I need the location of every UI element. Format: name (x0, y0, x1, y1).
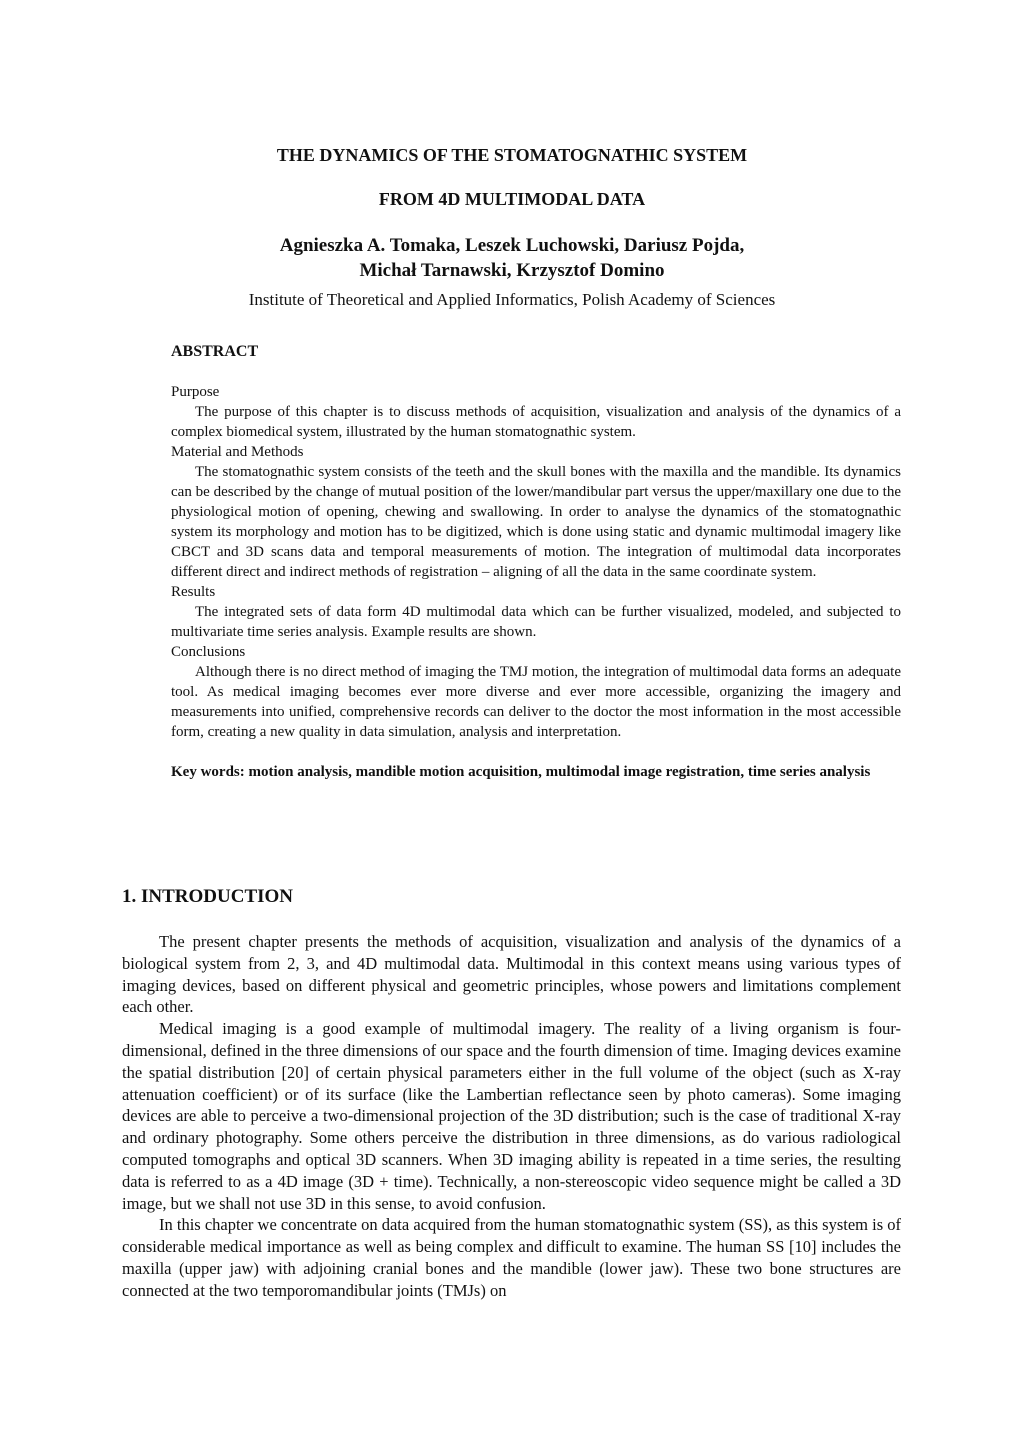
abstract-text-results: The integrated sets of data form 4D multimodal data which can be further visualized, modeled, and subjected to multivariate time series analysis. Example results are shown. (171, 604, 901, 640)
abstract-heading: ABSTRACT (171, 343, 259, 360)
author-line-1: Agnieszka A. Tomaka, Leszek Luchowski, Dariusz Pojda, (279, 235, 745, 256)
body-paragraph: In this chapter we concentrate on data acquired from the human stomatognathic system (SS), as this system is of considerable medical importance as well as being complex and difficult to examine. The human SS [10] includes the maxilla (upper jaw) with adjoining cranial bones and the mandible (lower jaw). These two bone structures are connected at the two temporomandibular joints (TMJs) on (122, 1215, 901, 1300)
introduction-body (122, 931, 901, 1302)
affiliation: Institute of Theoretical and Applied Informatics, Polish Academy of Sciences (248, 290, 776, 309)
author-line-2: Michał Tarnawski, Krzysztof Domino (359, 260, 665, 281)
section-heading-introduction: 1. INTRODUCTION (122, 886, 294, 907)
abstract-label-purpose: Purpose (171, 384, 220, 400)
keywords: Key words: motion analysis, mandible motion acquisition, multimodal image registration, time series analysis (171, 764, 871, 780)
body-paragraph: Medical imaging is a good example of multimodal imagery. The reality of a living organism is four-dimensional, defined in the three dimensions of our space and the fourth dimension of time. Imaging devices examine the spatial distribution [20] of certain physical parameters either in the full volume of the object (such as X-ray attenuation coefficient) or of its surface (like the Lambertian reflectance seen by photo cameras). Some imaging devices are able to perceive a two-dimensional projection of the 3D distribution; such is the case of traditional X-ray and ordinary photography. Some others perceive the distribution in three dimensions, as do various radiological computed tomographs and optical 3D scanners. When 3D imaging ability is repeated in a time series, the resulting data is referred to as a 4D image (3D + time). Technically, a non-stereoscopic video sequence might be called a 3D image, but we shall not use 3D in this sense, to avoid confusion. (122, 1019, 901, 1213)
abstract-label-results: Results (171, 584, 216, 600)
paper-title-line-1: THE DYNAMICS OF THE STOMATOGNATHIC SYSTEM (276, 145, 748, 165)
paper-title-line-2: FROM 4D MULTIMODAL DATA (378, 189, 646, 209)
abstract-text-conclusions: Although there is no direct method of imaging the TMJ motion, the integration of multimodal data forms an adequate tool. As medical imaging becomes ever more diverse and ever more accessible, organizing the imagery and measurements into unified, comprehensive records can deliver to the doctor the most information in the most accessible form, creating a new quality in data simulation, analysis and interpretation. (171, 664, 901, 740)
body-paragraph: The present chapter presents the methods of acquisition, visualization and analysis of the dynamics of a biological system from 2, 3, and 4D multimodal data. Multimodal in this context means using various types of imaging devices, based on different physical and geometric principles, whose powers and limitations complement each other. (122, 932, 901, 1017)
abstract-label-conclusions: Conclusions (171, 644, 246, 660)
abstract-text-methods: The stomatognathic system consists of the teeth and the skull bones with the maxilla and the mandible. Its dynamics can be described by the change of mutual position of the lower/mandibular part versus the upper/maxillary one due to the physiological motion of opening, chewing and swallowing. In order to analyse the dynamics of the stomatognathic system its morphology and motion has to be digitized, which is done using static and dynamic multimodal imagery like CBCT and 3D scans data and temporal measurements of motion. The integration of multimodal data incorporates different direct and indirect methods of registration – aligning of all the data in the same coordinate system. (171, 464, 901, 580)
abstract-block (171, 342, 901, 782)
author-list (0, 233, 1024, 283)
abstract-text-purpose: The purpose of this chapter is to discuss methods of acquisition, visualization and analysis of the dynamics of a complex biomedical system, illustrated by the human stomatognathic system. (171, 404, 901, 440)
abstract-label-methods: Material and Methods (171, 444, 304, 460)
